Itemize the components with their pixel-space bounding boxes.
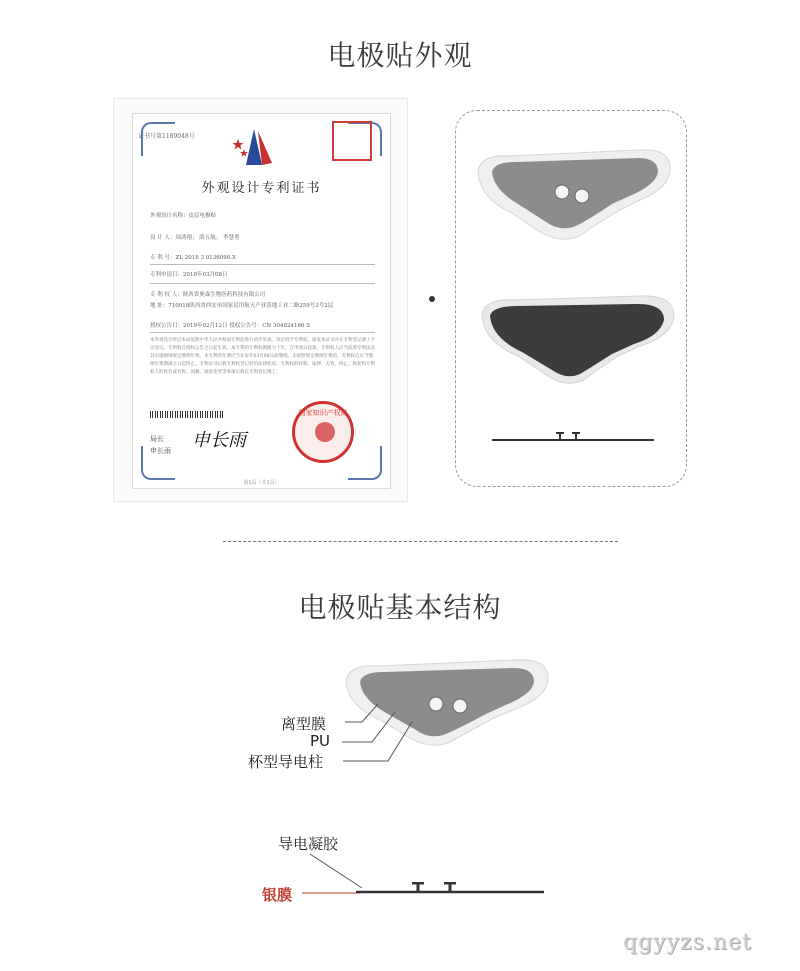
director-name-label: 申长雨 <box>150 447 171 455</box>
label-cup-conductive-post: 杯型导电柱 <box>248 753 324 771</box>
seal-text: 国家知识产权局 <box>298 409 348 417</box>
certificate-number: 证书号第1189048号 <box>138 133 195 140</box>
site-watermark: qgyyzs.net <box>623 930 752 955</box>
label-pu: PU <box>310 732 331 750</box>
certificate-row: 授权公告日：2019年02月12日 授权公告号：CN 304824166 S <box>150 323 311 329</box>
certificate-row: 外观设计名称：皮层电极贴 <box>150 213 217 219</box>
certificate-row: 设 计 人：周鸿翔； 薛五航； 李慧勇 <box>150 235 240 241</box>
electrode-patch-cross-section <box>356 876 544 896</box>
label-silver-film: 银膜 <box>262 886 293 904</box>
page-number: 第1页（共1页） <box>243 480 280 486</box>
certificate-heading: 外观设计专利证书 <box>201 181 322 196</box>
label-conductive-gel: 导电凝胶 <box>278 835 339 853</box>
director-title-label: 局长 <box>150 435 164 443</box>
signature: 申长雨 <box>192 430 246 451</box>
label-release-film: 离型膜 <box>281 715 327 733</box>
certificate-row: 地 址：710018陕西省西安市国家民用航天产业基地工业二路259号3号2层 <box>150 303 334 309</box>
section-title-appearance: 电极贴外观 <box>327 39 473 72</box>
certificate-row: 专 利 号：ZL 2018 3 0136090.X <box>150 255 236 261</box>
certificate-row: 专利申请日：2018年03月08日 <box>150 272 228 278</box>
section-title-structure: 电极贴基本结构 <box>298 591 502 624</box>
certificate-body-text: 本外观设计经过本局依照中华人民共和国专利法进行初步审查，决定授予专利权，颁发本证书并在专利登记簿上予以登记。专利权自授权公告之日起生效。本专利的专利权期限为十年，自申请日起算。专利权人应当依照专利法及其实施细则规定缴纳年费。本专利的年费应当在每年03月08日前缴纳。未按照规定缴纳年费的，专利权自应当缴纳年费期满之日起终止。专利证书记载专利权登记时的法律状况。专利权的转移、质押、无效、终止、恢复和专利权人的姓名或名称、国籍、地址变更等事项记载在专利登记簿上。 <box>150 338 375 375</box>
certificate-row: 专 利 权 人：陕西省奥森生物医药科技有限公司 <box>150 292 266 298</box>
